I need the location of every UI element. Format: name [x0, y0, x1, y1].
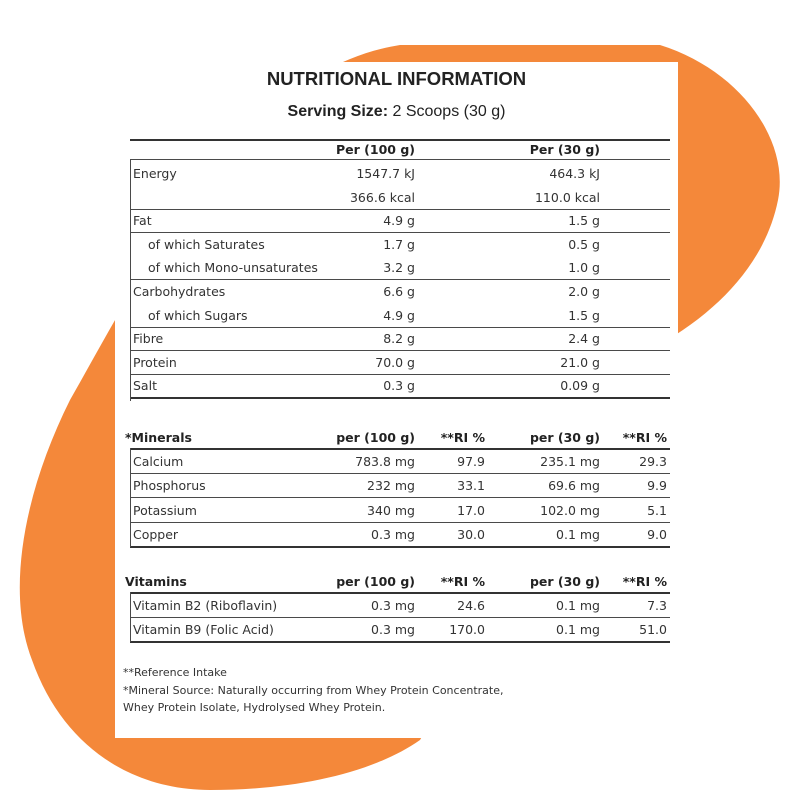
minerals-row-divider: [130, 473, 670, 474]
nutrient-per100: 0.3 g: [383, 378, 415, 394]
nutrient-name: of which Mono-unsaturates: [148, 260, 318, 276]
nutrient-row-divider: [130, 232, 670, 233]
nutrition-header-underline: [130, 159, 670, 160]
nutrient-per100: 1.7 g: [383, 236, 415, 252]
vitamins-row-ri100: 170.0: [449, 622, 485, 638]
vitamins-row-divider: [130, 641, 670, 643]
minerals-header-ri30: **RI %: [622, 430, 667, 445]
nutrient-per30: 110.0 kcal: [534, 189, 600, 205]
vitamins-row-per30: 0.1 mg: [556, 622, 600, 638]
nutrient-name: Energy: [133, 166, 177, 181]
minerals-header-per30: per (30 g): [529, 430, 600, 445]
vitamins-header-ri30: **RI %: [622, 574, 667, 589]
vitamins-row-ri30: 51.0: [639, 622, 667, 638]
vitamins-header-ri100: **RI %: [440, 574, 485, 589]
footnote-mineral-source-cont: Whey Protein Isolate, Hydrolysed Whey Protein.: [123, 701, 386, 714]
nutrient-per100: 366.6 kcal: [349, 189, 415, 205]
minerals-row-ri30: 5.1: [647, 502, 667, 518]
nutrient-name: of which Saturates: [148, 236, 265, 252]
minerals-row-per30: 102.0 mg: [540, 502, 600, 518]
vitamins-row-name: Vitamin B2 (Riboflavin): [133, 598, 278, 613]
nutrient-row-divider: [130, 279, 670, 280]
vitamins-header-name: Vitamins: [125, 574, 187, 589]
vitamins-row-per100: 0.3 mg: [371, 598, 415, 613]
nutrient-per30: 1.5 g: [568, 307, 600, 323]
minerals-row-per30: 235.1 mg: [540, 454, 600, 469]
serving-size: [115, 103, 678, 121]
minerals-left-border: [130, 448, 131, 547]
minerals-row-divider: [130, 546, 670, 548]
nutrient-per100: 70.0 g: [375, 354, 415, 370]
vitamins-row-per30: 0.1 mg: [556, 598, 600, 613]
minerals-row-name: Phosphorus: [133, 478, 206, 494]
nutrient-per30: 0.09 g: [560, 378, 600, 394]
nutrient-row-divider: [130, 397, 670, 399]
nutrient-per30: 2.4 g: [568, 331, 600, 347]
nutrient-per100: 8.2 g: [383, 331, 415, 347]
minerals-row-per30: 69.6 mg: [548, 478, 600, 494]
vitamins-row-per100: 0.3 mg: [371, 622, 415, 638]
minerals-row-per100: 340 mg: [367, 502, 415, 518]
serving-size-label: Serving Size:: [287, 103, 389, 120]
minerals-row-per100: 232 mg: [367, 478, 415, 494]
nutrient-per30: 1.5 g: [568, 213, 600, 229]
minerals-header-name: *Minerals: [125, 430, 192, 445]
nutrient-per100: 4.9 g: [383, 213, 415, 229]
vitamins-row-name: Vitamin B9 (Folic Acid): [133, 622, 274, 638]
nutrition-left-border: [130, 159, 131, 401]
nutrient-per30: 1.0 g: [568, 260, 600, 276]
nutrient-name: Carbohydrates: [133, 284, 226, 299]
minerals-header-ri100: **RI %: [440, 430, 485, 445]
minerals-row-name: Calcium: [133, 454, 184, 469]
nutrient-name: of which Sugars: [148, 307, 248, 323]
nutrition-header-per100: Per (100 g): [336, 142, 415, 157]
minerals-row-ri100: 30.0: [457, 527, 485, 543]
minerals-row-ri100: 97.9: [457, 454, 485, 469]
nutrition-label-panel: [115, 62, 678, 738]
minerals-row-ri30: 9.9: [647, 478, 667, 494]
nutrient-per30: 0.5 g: [568, 236, 600, 252]
minerals-row-divider: [130, 497, 670, 498]
nutrient-row-divider: [130, 374, 670, 375]
minerals-row-per100: 0.3 mg: [371, 527, 415, 543]
nutrient-row-divider: [130, 350, 670, 351]
page-title: NUTRITIONAL INFORMATION: [266, 68, 527, 89]
nutrient-name: Protein: [133, 354, 177, 370]
nutrition-header-rule: [130, 139, 670, 141]
nutrient-name: Fibre: [133, 331, 164, 347]
vitamins-row-ri100: 24.6: [457, 598, 485, 613]
vitamins-row-ri30: 7.3: [647, 598, 667, 613]
vitamins-header-per100: per (100 g): [336, 574, 415, 589]
serving-size-value: 2 Scoops (30 g): [392, 103, 506, 120]
vitamins-row-divider: [130, 617, 670, 618]
minerals-header-rule: [130, 448, 670, 450]
nutrient-per30: 464.3 kJ: [549, 166, 600, 181]
vitamins-header-rule: [130, 592, 670, 594]
minerals-row-ri100: 33.1: [457, 478, 485, 494]
nutrient-per100: 3.2 g: [383, 260, 415, 276]
minerals-row-per30: 0.1 mg: [556, 527, 600, 543]
minerals-row-ri100: 17.0: [457, 502, 485, 518]
nutrient-row-divider: [130, 209, 670, 210]
minerals-row-name: Copper: [133, 527, 179, 543]
minerals-row-divider: [130, 522, 670, 523]
nutrient-per100: 4.9 g: [383, 307, 415, 323]
minerals-row-per100: 783.8 mg: [355, 454, 415, 469]
minerals-row-name: Potassium: [133, 502, 197, 518]
nutrient-name: Salt: [133, 378, 157, 394]
minerals-header-per100: per (100 g): [336, 430, 415, 445]
footnote-reference-intake: **Reference Intake: [123, 666, 227, 679]
nutrient-name: Fat: [133, 213, 152, 229]
nutrient-per30: 2.0 g: [568, 284, 600, 299]
footnote-mineral-source: *Mineral Source: Naturally occurring from Whey Protein Concentrate,: [123, 684, 504, 697]
minerals-row-ri30: 29.3: [639, 454, 667, 469]
nutrition-header-per30: Per (30 g): [529, 142, 600, 157]
nutrient-row-divider: [130, 327, 670, 328]
vitamins-left-border: [130, 592, 131, 642]
nutrient-per100: 1547.7 kJ: [356, 166, 415, 181]
vitamins-header-per30: per (30 g): [529, 574, 600, 589]
nutrient-per100: 6.6 g: [383, 284, 415, 299]
nutrient-per30: 21.0 g: [560, 354, 600, 370]
minerals-row-ri30: 9.0: [647, 527, 667, 543]
